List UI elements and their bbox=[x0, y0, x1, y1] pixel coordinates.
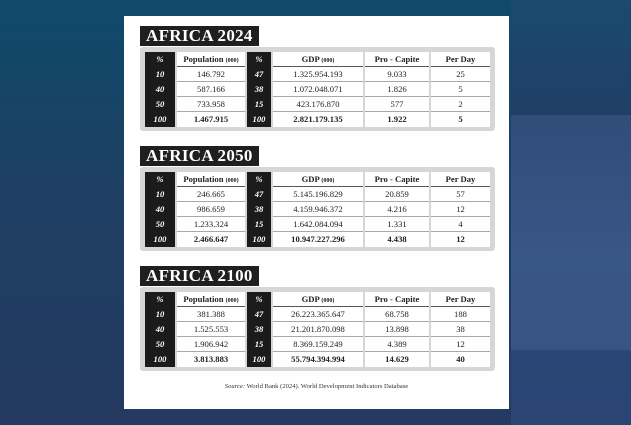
pct-cell: 10 bbox=[145, 187, 175, 202]
population-cell: 733.958 bbox=[177, 97, 245, 112]
pct-cell: 100 bbox=[145, 112, 175, 127]
table-row bbox=[145, 82, 490, 97]
per-day-cell: 2 bbox=[431, 97, 490, 112]
gdp-cell: 26.223.365.647 bbox=[273, 307, 363, 322]
header-per-day: Per Day bbox=[431, 52, 490, 67]
pro-capite-cell: 4.438 bbox=[365, 232, 429, 247]
per-day-cell: 12 bbox=[431, 337, 490, 352]
source-label: Source: bbox=[224, 383, 246, 390]
population-cell: 986.659 bbox=[177, 202, 245, 217]
gdp-cell: 8.369.159.249 bbox=[273, 337, 363, 352]
pct-cell: 10 bbox=[145, 67, 175, 82]
population-cell: 3.813.883 bbox=[177, 352, 245, 367]
pct-cell: 40 bbox=[145, 202, 175, 217]
gdp-cell: 4.159.946.372 bbox=[273, 202, 363, 217]
population-cell: 1.906.942 bbox=[177, 337, 245, 352]
header-per-day: Per Day bbox=[431, 172, 490, 187]
pct-cell: 47 bbox=[247, 307, 271, 322]
table-row bbox=[145, 322, 490, 337]
gdp-cell: 55.794.394.994 bbox=[273, 352, 363, 367]
pct-cell: 50 bbox=[145, 337, 175, 352]
header-per-day: Per Day bbox=[431, 292, 490, 307]
pro-capite-cell: 1.922 bbox=[365, 112, 429, 127]
pct-cell: 100 bbox=[247, 112, 271, 127]
table-row bbox=[145, 307, 490, 322]
gdp-cell: 1.642.084.094 bbox=[273, 217, 363, 232]
table-row bbox=[145, 202, 490, 217]
data-table bbox=[140, 167, 495, 251]
pct-cell: 100 bbox=[145, 232, 175, 247]
gdp-cell: 1.072.048.071 bbox=[273, 82, 363, 97]
per-day-cell: 57 bbox=[431, 187, 490, 202]
gdp-cell: 2.821.179.135 bbox=[273, 112, 363, 127]
table-row bbox=[145, 217, 490, 232]
header-pct: % bbox=[145, 172, 175, 187]
per-day-cell: 25 bbox=[431, 67, 490, 82]
header-gdp: GDP (000) bbox=[273, 292, 363, 307]
population-cell: 246.665 bbox=[177, 187, 245, 202]
pro-capite-cell: 4.389 bbox=[365, 337, 429, 352]
table-row bbox=[145, 97, 490, 112]
pro-capite-cell: 13.898 bbox=[365, 322, 429, 337]
document-page bbox=[124, 16, 509, 409]
population-cell: 1.233.324 bbox=[177, 217, 245, 232]
per-day-cell: 5 bbox=[431, 82, 490, 97]
gdp-cell: 21.201.870.098 bbox=[273, 322, 363, 337]
per-day-cell: 12 bbox=[431, 202, 490, 217]
table-header-row bbox=[145, 52, 490, 67]
header-population: Population (000) bbox=[177, 292, 245, 307]
population-cell: 146.792 bbox=[177, 67, 245, 82]
per-day-cell: 40 bbox=[431, 352, 490, 367]
pct-cell: 40 bbox=[145, 322, 175, 337]
header-population: Population (000) bbox=[177, 52, 245, 67]
pct-cell: 40 bbox=[145, 82, 175, 97]
pct-cell: 38 bbox=[247, 202, 271, 217]
table-total-row bbox=[145, 232, 490, 247]
pct-cell: 50 bbox=[145, 217, 175, 232]
header-pct-2: % bbox=[247, 172, 271, 187]
per-day-cell: 4 bbox=[431, 217, 490, 232]
header-gdp: GDP (000) bbox=[273, 172, 363, 187]
header-pct-2: % bbox=[247, 52, 271, 67]
pro-capite-cell: 1.826 bbox=[365, 82, 429, 97]
pct-cell: 47 bbox=[247, 67, 271, 82]
data-table bbox=[140, 287, 495, 371]
source-note bbox=[124, 383, 509, 390]
pct-cell: 15 bbox=[247, 217, 271, 232]
header-pct-2: % bbox=[247, 292, 271, 307]
side-panel bbox=[511, 0, 631, 425]
population-cell: 1.467.915 bbox=[177, 112, 245, 127]
section-title: AFRICA 2050 bbox=[140, 146, 259, 166]
pro-capite-cell: 1.331 bbox=[365, 217, 429, 232]
header-gdp: GDP (000) bbox=[273, 52, 363, 67]
pct-cell: 50 bbox=[145, 97, 175, 112]
pro-capite-cell: 577 bbox=[365, 97, 429, 112]
pct-cell: 38 bbox=[247, 82, 271, 97]
header-pro-capite: Pro - Capite bbox=[365, 52, 429, 67]
source-text: World Bank (2024). World Development Indicators Database bbox=[246, 383, 409, 390]
gdp-cell: 10.947.227.296 bbox=[273, 232, 363, 247]
pct-cell: 15 bbox=[247, 97, 271, 112]
pro-capite-cell: 14.629 bbox=[365, 352, 429, 367]
header-pro-capite: Pro - Capite bbox=[365, 172, 429, 187]
gdp-cell: 423.176.870 bbox=[273, 97, 363, 112]
table-row bbox=[145, 67, 490, 82]
table-row bbox=[145, 337, 490, 352]
section-title: AFRICA 2024 bbox=[140, 26, 259, 46]
per-day-cell: 188 bbox=[431, 307, 490, 322]
table-row bbox=[145, 187, 490, 202]
population-cell: 1.525.553 bbox=[177, 322, 245, 337]
population-cell: 587.166 bbox=[177, 82, 245, 97]
header-pct: % bbox=[145, 52, 175, 67]
pct-cell: 47 bbox=[247, 187, 271, 202]
header-population: Population (000) bbox=[177, 172, 245, 187]
per-day-cell: 12 bbox=[431, 232, 490, 247]
pro-capite-cell: 9.033 bbox=[365, 67, 429, 82]
side-panel-band bbox=[511, 115, 631, 350]
table-total-row bbox=[145, 112, 490, 127]
section-title: AFRICA 2100 bbox=[140, 266, 259, 286]
pct-cell: 10 bbox=[145, 307, 175, 322]
pro-capite-cell: 4.216 bbox=[365, 202, 429, 217]
pct-cell: 100 bbox=[247, 352, 271, 367]
pro-capite-cell: 68.758 bbox=[365, 307, 429, 322]
gdp-cell: 5.145.196.829 bbox=[273, 187, 363, 202]
data-table bbox=[140, 47, 495, 131]
pro-capite-cell: 20.859 bbox=[365, 187, 429, 202]
population-cell: 2.466.647 bbox=[177, 232, 245, 247]
gdp-cell: 1.325.954.193 bbox=[273, 67, 363, 82]
pct-cell: 100 bbox=[247, 232, 271, 247]
pct-cell: 100 bbox=[145, 352, 175, 367]
table-total-row bbox=[145, 352, 490, 367]
header-pct: % bbox=[145, 292, 175, 307]
population-cell: 381.388 bbox=[177, 307, 245, 322]
header-pro-capite: Pro - Capite bbox=[365, 292, 429, 307]
table-header-row bbox=[145, 292, 490, 307]
per-day-cell: 5 bbox=[431, 112, 490, 127]
pct-cell: 15 bbox=[247, 337, 271, 352]
pct-cell: 38 bbox=[247, 322, 271, 337]
table-header-row bbox=[145, 172, 490, 187]
per-day-cell: 38 bbox=[431, 322, 490, 337]
